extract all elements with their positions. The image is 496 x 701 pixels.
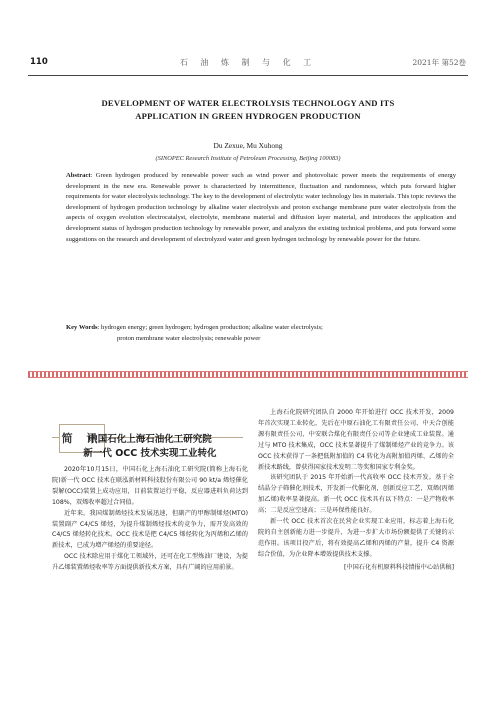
- running-header: [28, 55, 468, 76]
- abstract: [66, 171, 456, 245]
- abstract-label: Abstract: [66, 172, 91, 179]
- news-right-column: [258, 408, 454, 574]
- keywords: [66, 322, 456, 344]
- news-source: [中国石化有机原料科技情报中心站供稿]: [343, 563, 454, 571]
- news-title-line-1: 中国石化上海石油化工研究院: [88, 434, 212, 445]
- paper-title: [40, 97, 456, 123]
- abstract-text: : Green hydrogen produced by renewable power such as wind power and photovoltaic power meets the requirements of energy development in the new era. Renewable power is characterized by intermittence, fluctuation and randomness, which puts forward higher requirements for water electrolysis technology. The key to the development of electrolytic water technology lies in materials. This topic reviews the development of hydrogen production technology by alkaline water electrolysis and proton exchange membrane pure water electrolysis from the aspects of oxygen evolution electrocatalyst, electrolyte, membrane material and diffusion layer material, and introduces the application and development status of hydrogen production technology by renewable power, and analyzes the existing technical problems, and puts forward some suggestions on the research and development of electrolyzed water and green hydrogen technology by renewable power for the future.: [66, 172, 456, 243]
- news-paragraph: 近年来，我国煤制烯烃技术发展迅速，但副产的甲醇制烯烃(MTO)装置副产 C4/C5 烯烃，为提升煤制烯烃技术的竞争力，需开发高效的 C4/C5 烯烃转化技术。OCC 技术是把 C4/C5 烯烃转化为丙烯和乙烯的新技术，已成为增产烯烃的重要途径。: [52, 509, 248, 550]
- keywords-line-2: proton membrane water electrolysis; renewable power: [117, 335, 261, 342]
- news-paragraph: 该研究团队于 2015 年开始新一代高收率 OCC 技术开发。基于全结晶分子筛催化剂技术，开发新一代催化剂，创新反应工艺，双烯(丙烯加乙烯)收率显著提高。新一代 OCC 技术具有以下特点：一是产物收率高；二是反应空速高；三是环保性能良好。: [258, 474, 454, 515]
- keywords-label: Key Words: [66, 324, 98, 331]
- affiliation: (SINOPEC Research Institute of Petroleum Processing, Beijing 100083): [155, 155, 341, 162]
- news-paragraph: 2020年10月15日，中国石化上海石油化工研究院(简称上海石化院)新一代 OCC 技术在联泓新材料科技股份有限公司 90 kt/a 烯烃催化裂解(OCC)装置上成功应用，目前装置运行平稳，反应器进料负荷达到108%，双烯收率超过合同值。: [52, 466, 248, 506]
- journal-name: 石 油 炼 制 与 化 工: [179, 58, 317, 67]
- news-paragraph: 上海石化院研究团队自 2000 年开始进行 OCC 技术开发，2009 年首次实现工业转化，先后在中原石油化工有限责任公司、中天合创能源有限责任公司、中安联合煤化有限责任公司等企业建成工业装置。通过与 MTO 技术集成，OCC 技术显著提升了煤制烯烃产业的竞争力。该 OCC 技术获得了一条把低附加值的 C4 转化为高附加值丙烯、乙烯的全新技术路线，曾获得国家技术发明二等奖和国家专利金奖。: [258, 409, 454, 471]
- news-paragraph: 新一代 OCC 技术首次在民营企业实现工业应用，标志着上海石化院的自主创新能力进一步提升，为进一步扩大市场份额提供了关键的示范作用。该项目投产后，将有效提高乙烯和丙烯的产量，提升 C4 资源综合价值，为企业降本增效提供技术支撑。: [258, 518, 454, 558]
- keywords-line-1: : hydrogen energy; green hydrogen; hydrogen production; alkaline water electrolysis;: [97, 324, 323, 331]
- title-line-1: DEVELOPMENT OF WATER ELECTROLYSIS TECHNOLOGY AND ITS: [101, 98, 395, 108]
- news-left-column: [52, 465, 248, 574]
- section-divider: [28, 371, 468, 378]
- year-issue: 2021年 第52卷: [412, 58, 466, 67]
- news-paragraph: OCC 技术除应用于煤化工领域外，还可在化工型炼油厂建设，为提升乙烯装置烯烃收率等方面提供新技术方案，具有广阔的应用前景。: [52, 553, 248, 572]
- page-number: 110: [30, 57, 48, 67]
- authors: Du Zexue, Mu Xuhong: [213, 141, 283, 150]
- news-title-line-2: 新一代 OCC 技术实现工业转化: [83, 448, 217, 459]
- title-line-2: APPLICATION IN GREEN HYDROGEN PRODUCTION: [135, 111, 361, 121]
- news-label: 简 讯: [61, 432, 103, 445]
